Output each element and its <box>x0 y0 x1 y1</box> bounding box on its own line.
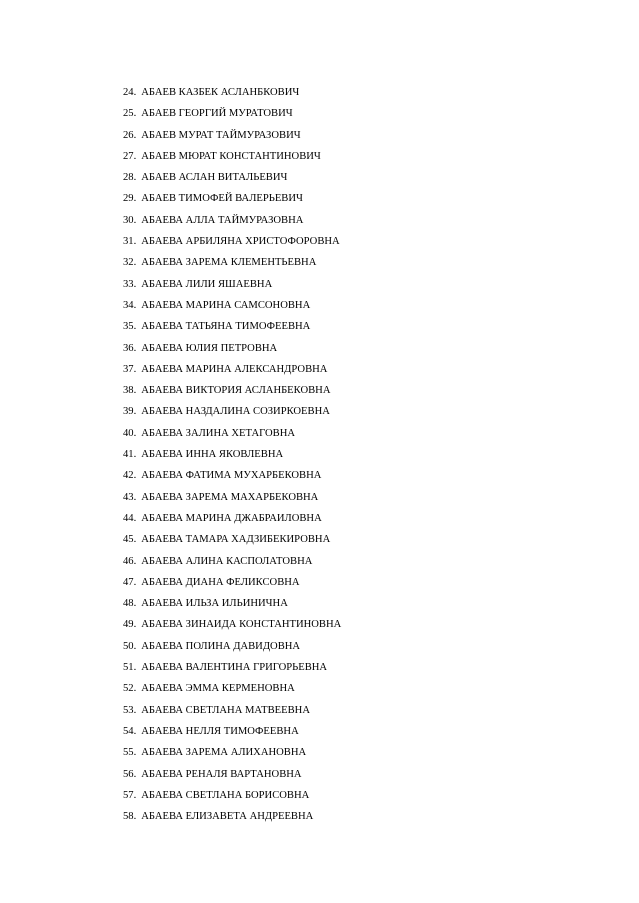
entry-number: 55. <box>123 747 137 759</box>
list-item <box>123 508 341 529</box>
list-item <box>123 572 341 593</box>
entry-name: АБАЕВА ЕЛИЗАВЕТА АНДРЕЕВНА <box>141 811 314 823</box>
entry-number: 28. <box>123 172 137 184</box>
list-item <box>123 721 341 742</box>
entry-number: 33. <box>123 278 137 290</box>
list-item <box>123 764 341 785</box>
list-item <box>123 742 341 763</box>
entry-name: АБАЕВА МАРИНА ДЖАБРАИЛОВНА <box>141 512 322 524</box>
entry-name: АБАЕВА СВЕТЛАНА БОРИСОВНА <box>141 789 310 801</box>
entry-number: 41. <box>123 449 137 461</box>
entry-name: АБАЕВ КАЗБЕК АСЛАНБКОВИЧ <box>141 87 300 98</box>
entry-name: АБАЕВА ТАТЬЯНА ТИМОФЕЕВНА <box>141 321 311 333</box>
list-item <box>123 188 341 209</box>
entry-number: 25. <box>123 108 137 120</box>
entry-number: 27. <box>123 150 137 162</box>
entry-name: АБАЕВА НЕЛЛЯ ТИМОФЕЕВНА <box>141 725 299 737</box>
entry-number: 24. <box>123 87 137 98</box>
list-item <box>123 125 341 146</box>
entry-name: АБАЕВ АСЛАН ВИТАЛЬЕВИЧ <box>141 172 288 184</box>
entry-name: АБАЕВА ЗАРЕМА МАХАРБЕКОВНА <box>141 491 319 503</box>
entry-number: 43. <box>123 491 137 503</box>
entry-name: АБАЕВ ТИМОФЕЙ ВАЛЕРЬЕВИЧ <box>141 193 303 205</box>
entry-number: 29. <box>123 193 137 205</box>
entry-name: АБАЕВА ЗАРЕМА КЛЕМЕНТЬЕВНА <box>141 257 317 269</box>
list-item <box>123 295 341 316</box>
list-item <box>123 274 341 295</box>
entry-number: 32. <box>123 257 137 269</box>
list-item <box>123 338 341 359</box>
entry-number: 47. <box>123 576 137 588</box>
entry-number: 44. <box>123 512 137 524</box>
entry-number: 52. <box>123 683 137 695</box>
entry-name: АБАЕВА ЭММА КЕРМЕНОВНА <box>141 683 295 695</box>
entry-number: 36. <box>123 342 137 354</box>
entry-name: АБАЕВА МАРИНА АЛЕКСАНДРОВНА <box>141 363 328 375</box>
entry-number: 34. <box>123 299 137 311</box>
entry-number: 56. <box>123 768 137 780</box>
list-item <box>123 487 341 508</box>
entry-number: 40. <box>123 427 137 439</box>
entry-name: АБАЕВ МЮРАТ КОНСТАНТИНОВИЧ <box>141 150 321 162</box>
entry-name: АБАЕВА ТАМАРА ХАДЗИБЕКИРОВНА <box>141 534 331 546</box>
entry-name: АБАЕВА ЛИЛИ ЯШАЕВНА <box>141 278 273 290</box>
entry-name: АБАЕВА ЗАРЕМА АЛИХАНОВНА <box>141 747 307 759</box>
list-item <box>123 657 341 678</box>
entry-name: АБАЕВА ПОЛИНА ДАВИДОВНА <box>141 640 301 652</box>
name-list <box>123 82 341 827</box>
list-item <box>123 593 341 614</box>
entry-number: 58. <box>123 811 137 823</box>
list-item <box>123 82 341 103</box>
entry-name: АБАЕВА ФАТИМА МУХАРБЕКОВНА <box>141 470 322 482</box>
list-item <box>123 614 341 635</box>
list-item <box>123 551 341 572</box>
entry-number: 53. <box>123 704 137 716</box>
list-item <box>123 444 341 465</box>
list-item <box>123 423 341 444</box>
list-item <box>123 316 341 337</box>
entry-number: 57. <box>123 789 137 801</box>
list-item <box>123 167 341 188</box>
entry-number: 38. <box>123 385 137 397</box>
list-item <box>123 231 341 252</box>
entry-name: АБАЕВА АЛЛА ТАЙМУРАЗОВНА <box>141 214 304 226</box>
entry-number: 37. <box>123 363 137 375</box>
list-item <box>123 700 341 721</box>
entry-name: АБАЕВА ЗИНАИДА КОНСТАНТИНОВНА <box>141 619 342 631</box>
entry-name: АБАЕВА РЕНАЛЯ ВАРТАНОВНА <box>141 768 302 780</box>
entry-number: 26. <box>123 129 137 141</box>
entry-name: АБАЕВ ГЕОРГИЙ МУРАТОВИЧ <box>141 108 293 120</box>
list-item <box>123 678 341 699</box>
list-item <box>123 103 341 124</box>
list-item <box>123 529 341 550</box>
list-item <box>123 146 341 167</box>
entry-name: АБАЕВА ИННА ЯКОВЛЕВНА <box>141 449 284 461</box>
entry-number: 39. <box>123 406 137 418</box>
entry-number: 50. <box>123 640 137 652</box>
list-item <box>123 252 341 273</box>
entry-name: АБАЕВА НАЗДАЛИНА СОЗИРКОЕВНА <box>141 406 330 418</box>
entry-name: АБАЕВА ЮЛИЯ ПЕТРОВНА <box>141 342 278 354</box>
entry-number: 49. <box>123 619 137 631</box>
entry-name: АБАЕВА МАРИНА САМСОНОВНА <box>141 299 311 311</box>
entry-name: АБАЕВ МУРАТ ТАЙМУРАЗОВИЧ <box>141 129 301 141</box>
list-item <box>123 806 341 827</box>
entry-name: АБАЕВА ВАЛЕНТИНА ГРИГОРЬЕВНА <box>141 662 328 674</box>
entry-number: 48. <box>123 598 137 610</box>
entry-name: АБАЕВА ДИАНА ФЕЛИКСОВНА <box>141 576 300 588</box>
list-item <box>123 359 341 380</box>
entry-number: 45. <box>123 534 137 546</box>
list-item <box>123 401 341 422</box>
entry-number: 42. <box>123 470 137 482</box>
list-item <box>123 380 341 401</box>
entry-number: 30. <box>123 214 137 226</box>
entry-name: АБАЕВА СВЕТЛАНА МАТВЕЕВНА <box>141 704 310 716</box>
entry-name: АБАЕВА АРБИЛЯНА ХРИСТОФОРОВНА <box>141 236 340 248</box>
entry-number: 51. <box>123 662 137 674</box>
entry-number: 35. <box>123 321 137 333</box>
entry-name: АБАЕВА ИЛЬЗА ИЛЬИНИЧНА <box>141 598 288 610</box>
entry-number: 31. <box>123 236 137 248</box>
list-item <box>123 636 341 657</box>
list-item <box>123 465 341 486</box>
entry-name: АБАЕВА ЗАЛИНА ХЕТАГОВНА <box>141 427 295 439</box>
list-item <box>123 210 341 231</box>
entry-number: 46. <box>123 555 137 567</box>
entry-number: 54. <box>123 725 137 737</box>
list-item <box>123 785 341 806</box>
entry-name: АБАЕВА ВИКТОРИЯ АСЛАНБЕКОВНА <box>141 385 331 397</box>
entry-name: АБАЕВА АЛИНА КАСПОЛАТОВНА <box>141 555 313 567</box>
